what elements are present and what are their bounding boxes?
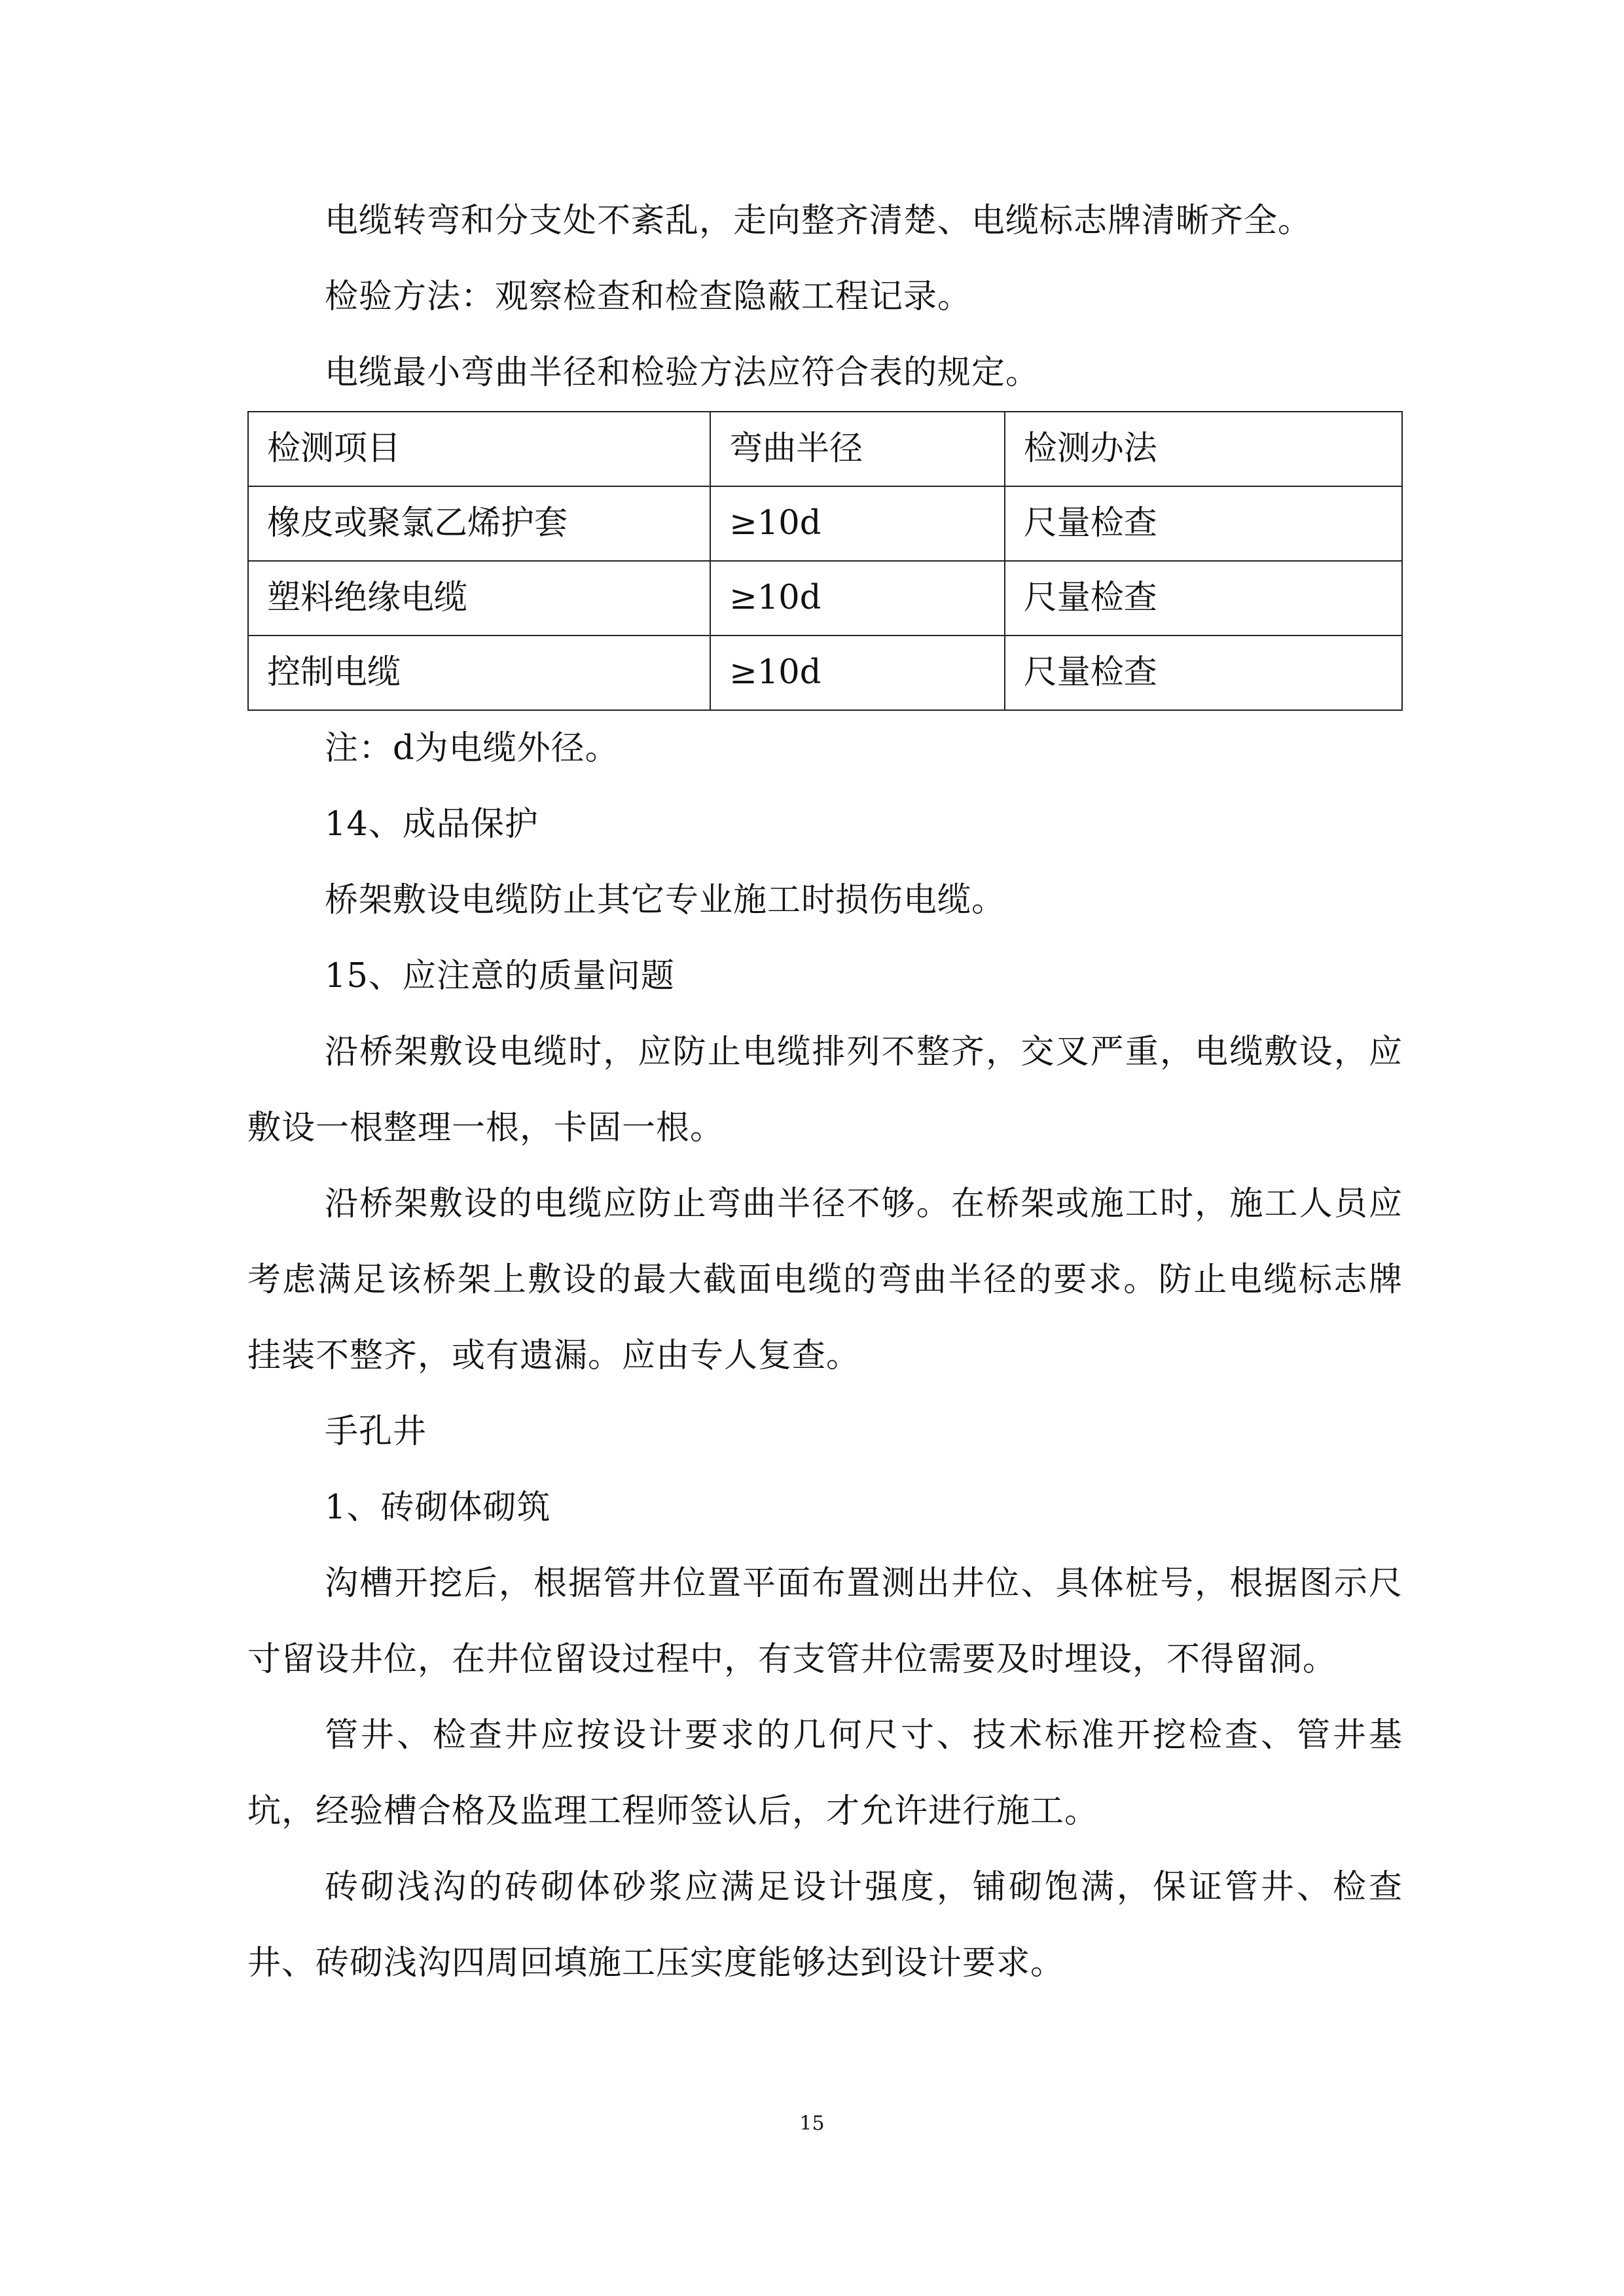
table-cell: ≥10d xyxy=(710,636,1005,710)
table-cell: 控制电缆 xyxy=(248,636,710,710)
section-heading-handhole: 手孔井 xyxy=(325,1412,427,1451)
section-heading-product-protection: 14、成品保护 xyxy=(325,805,539,844)
table-cell: ≥10d xyxy=(710,561,1005,636)
section-heading-masonry: 1、砖砌体砌筑 xyxy=(325,1488,551,1527)
paragraph-mortar-strength: 砖砌浅沟的砖砌体砂浆应满足设计强度，铺砌饱满，保证管井、检查井、砖砌浅沟四周回填施工压实度能够达到设计要求。 xyxy=(247,1868,1403,1982)
table-cell: ≥10d xyxy=(710,486,1005,561)
page-number: 15 xyxy=(799,2112,825,2135)
table-row xyxy=(248,636,1402,710)
table-header-cell: 弯曲半径 xyxy=(710,412,1005,486)
table-cell: 尺量检查 xyxy=(1005,636,1402,710)
table-header-cell: 检测项目 xyxy=(248,412,710,486)
table-header-cell: 检测办法 xyxy=(1005,412,1402,486)
page-body xyxy=(247,183,1403,2001)
paragraph-protection: 桥架敷设电缆防止其它专业施工时损伤电缆。 xyxy=(325,881,1006,920)
table-cell: 尺量检查 xyxy=(1005,486,1402,561)
table-cell: 橡皮或聚氯乙烯护套 xyxy=(248,486,710,561)
table-cell: 尺量检查 xyxy=(1005,561,1402,636)
table-cell: 塑料绝缘电缆 xyxy=(248,561,710,636)
table-header-row xyxy=(248,412,1402,486)
paragraph-trench-excavation: 沟槽开挖后，根据管井位置平面布置测出井位、具体桩号，根据图示尺寸留设井位，在井位留设过程中，有支管井位需要及时埋设，不得留洞。 xyxy=(247,1564,1403,1679)
table-row xyxy=(248,561,1402,636)
bend-radius-table xyxy=(247,411,1403,711)
paragraph-manhole-requirements: 管井、检查井应按设计要求的几何尺寸、技术标准开挖检查、管井基坑，经验槽合格及监理工程师签认后，才允许进行施工。 xyxy=(247,1716,1403,1831)
paragraph-cable-bend: 电缆转弯和分支处不紊乱，走向整齐清楚、电缆标志牌清晰齐全。 xyxy=(325,202,1312,240)
section-heading-quality-issues: 15、应注意的质量问题 xyxy=(325,957,675,996)
table-row xyxy=(248,486,1402,561)
paragraph-inspection-method: 检验方法：观察检查和检查隐蔽工程记录。 xyxy=(325,278,972,316)
table-note: 注：d为电缆外径。 xyxy=(325,729,619,768)
paragraph-quality-arrangement: 沿桥架敷设电缆时，应防止电缆排列不整齐，交叉严重，电缆敷设，应敷设一根整理一根，卡固一根。 xyxy=(247,1033,1403,1147)
paragraph-quality-bend-radius: 沿桥架敷设的电缆应防止弯曲半径不够。在桥架或施工时，施工人员应考虑满足该桥架上敷设的最大截面电缆的弯曲半径的要求。防止电缆标志牌挂装不整齐，或有遗漏。应由专人复查。 xyxy=(247,1185,1403,1375)
paragraph-bend-radius-rule: 电缆最小弯曲半径和检验方法应符合表的规定。 xyxy=(325,353,1040,392)
